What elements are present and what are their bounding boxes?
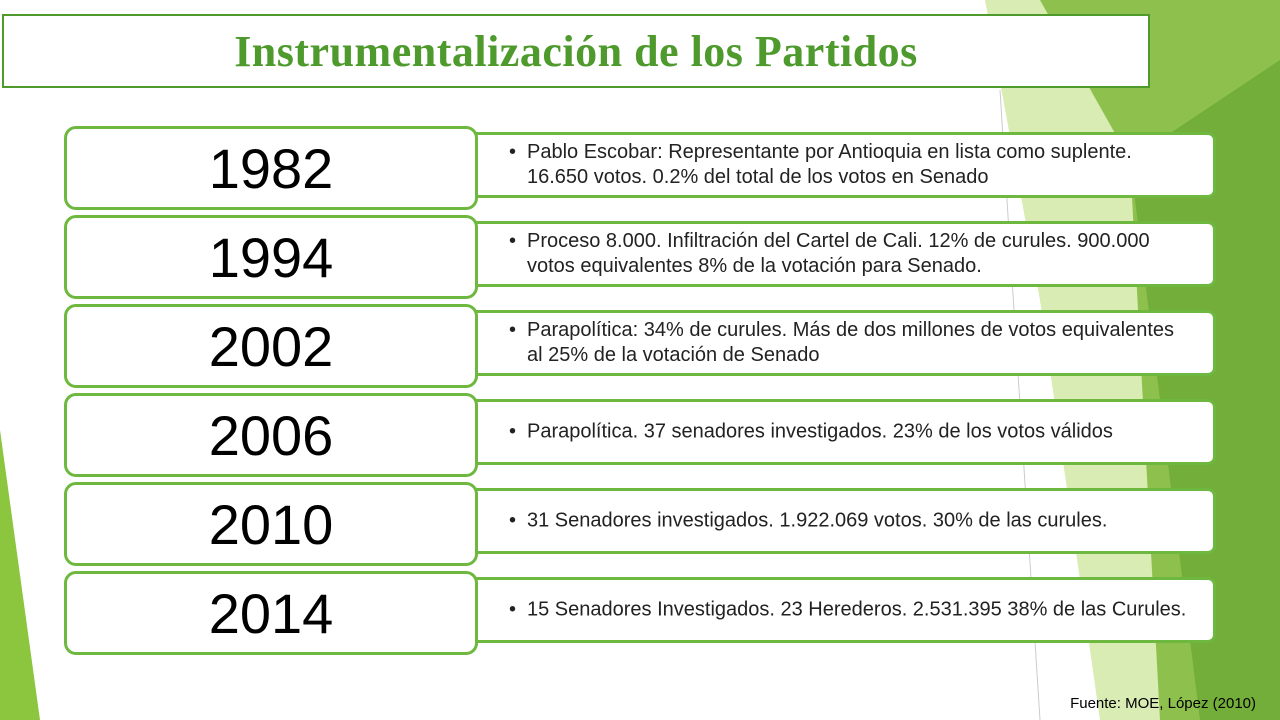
timeline-year: 2014 <box>208 581 334 645</box>
timeline-description-box <box>440 488 1216 554</box>
timeline-description-box <box>440 132 1216 198</box>
timeline-description: • Parapolítica. 37 senadores investigados. 23% de los votos válidos <box>509 420 1191 445</box>
timeline-year-box <box>64 304 478 388</box>
timeline-description: • Parapolítica: 34% de curules. Más de dos millones de votos equivalentes al 25% de la votación de Senado <box>509 318 1191 368</box>
source-note: Fuente: MOE, López (2010) <box>1070 695 1256 712</box>
timeline-row <box>0 215 1280 303</box>
timeline-description: • Proceso 8.000. Infiltración del Cartel de Cali. 12% de curules. 900.000 votos equivalentes 8% de la votación para Senado. <box>509 229 1191 279</box>
timeline-description: • Pablo Escobar: Representante por Antioquia en lista como suplente. 16.650 votos. 0.2% del total de los votos en Senado <box>509 140 1191 190</box>
timeline-description: • 15 Senadores Investigados. 23 Herederos. 2.531.395 38% de las Curules. <box>509 598 1191 623</box>
page-title: Instrumentalización de los Partidos <box>234 26 918 76</box>
timeline-year-box <box>64 215 478 299</box>
timeline-row <box>0 482 1280 570</box>
timeline-description: • 31 Senadores investigados. 1.922.069 votos. 30% de las curules. <box>509 509 1191 534</box>
timeline-year: 2006 <box>208 403 334 467</box>
timeline-description-box <box>440 577 1216 643</box>
timeline-row <box>0 126 1280 214</box>
timeline-year-box <box>64 482 478 566</box>
timeline-year: 1994 <box>208 225 334 289</box>
timeline-year-box <box>64 571 478 655</box>
timeline-description-box <box>440 310 1216 376</box>
title-box <box>2 14 1150 88</box>
timeline-year: 2002 <box>208 314 334 378</box>
timeline-year-box <box>64 126 478 210</box>
timeline-year-box <box>64 393 478 477</box>
timeline-row <box>0 571 1280 659</box>
timeline-row <box>0 393 1280 481</box>
timeline-row <box>0 304 1280 392</box>
timeline-year: 1982 <box>208 136 334 200</box>
timeline-year: 2010 <box>208 492 334 556</box>
timeline-description-box <box>440 221 1216 287</box>
timeline-description-box <box>440 399 1216 465</box>
